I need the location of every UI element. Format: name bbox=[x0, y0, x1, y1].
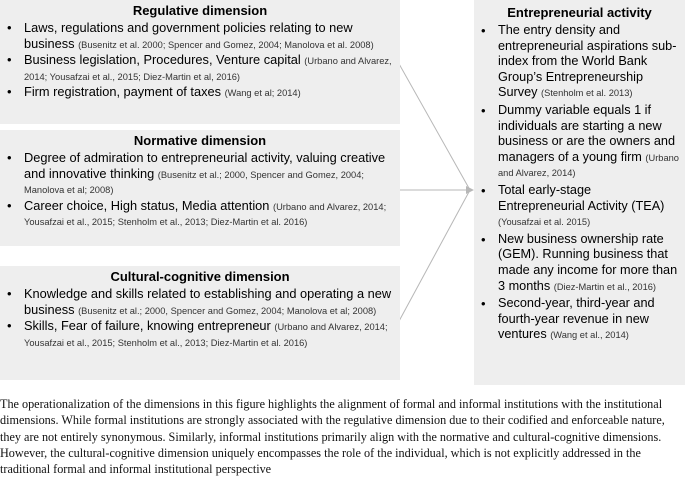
arrowhead bbox=[466, 186, 474, 194]
normative-list bbox=[6, 150, 394, 229]
list-item bbox=[6, 20, 394, 51]
item-text: Dummy variable equals 1 if individuals are starting a new business or are the owners and managers of a young firm bbox=[498, 102, 676, 164]
item-text: Laws, regulations and government policies relating to new business bbox=[24, 20, 353, 51]
item-text: Second-year, third-year and fourth-year revenue in new ventures bbox=[498, 296, 655, 342]
item-citation: (Busenitz et al.; 2000, Spencer and Gomez, 2004; Manolova et al; 2008) bbox=[24, 169, 364, 195]
cultural-list bbox=[6, 286, 394, 349]
list-item bbox=[480, 296, 679, 343]
list-item bbox=[480, 232, 679, 294]
list-item bbox=[480, 183, 679, 230]
normative-dimension-box bbox=[0, 130, 400, 246]
item-citation: (Urbano and Alvarez, 2014; Yousafzai et al., 2015; Stenholm et al., 2013; Diez-Martin et al. 2016) bbox=[24, 201, 387, 227]
regulative-list bbox=[6, 20, 394, 100]
item-citation: (Wang et al; 2014) bbox=[224, 88, 301, 98]
item-citation: (Diez-Martin et al., 2016) bbox=[553, 281, 657, 292]
item-text: New business ownership rate (GEM). Running business that made any income for more than 3 months bbox=[498, 231, 678, 293]
item-text: Career choice, High status, Media attention bbox=[24, 197, 273, 213]
item-citation: (Wang et al., 2014) bbox=[550, 330, 629, 341]
list-item bbox=[480, 23, 679, 101]
item-citation: (Busenitz et al.; 2000, Spencer and Gomez, 2004; Manolova et al; 2008) bbox=[78, 305, 377, 316]
connector-cultural bbox=[398, 190, 470, 323]
normative-title: Normative dimension bbox=[133, 133, 267, 148]
regulative-dimension-box bbox=[0, 0, 400, 124]
item-citation: (Urbano and Alvarez, 2014) bbox=[498, 152, 679, 179]
item-citation: (Yousafzai et al. 2015) bbox=[498, 217, 591, 228]
item-text: Total early-stage Entrepreneurial Activity (TEA) bbox=[498, 182, 665, 213]
regulative-title: Regulative dimension bbox=[132, 3, 268, 18]
item-citation: (Stenholm et al. 2013) bbox=[541, 88, 633, 99]
list-item bbox=[6, 150, 394, 197]
item-citation: (Urbano and Alvarez, 2014; Yousafzai et al., 2015; Diez-Martin et al, 2016) bbox=[24, 56, 392, 82]
entrepreneurial-list bbox=[480, 23, 679, 343]
cultural-cognitive-dimension-box bbox=[0, 266, 400, 380]
item-text: Firm registration, payment of taxes bbox=[24, 84, 225, 99]
cultural-title: Cultural-cognitive dimension bbox=[110, 269, 290, 284]
list-item bbox=[6, 318, 394, 349]
figure-caption: The operationalization of the dimensions in this figure highlights the alignment of formal and informal institutions with the institutional dimensions. While formal institutions are strongly associated with the regulative dimension due to their codified and enforceable nature, they are not entirely synonymous. Similarly, informal institutions primarily align with the normative and cultural-cognitive dimensions. However, the cultural-cognitive dimension uniquely encompasses the role of the individual, which is not explicitly addressed in the traditional formal and informal institutional perspective bbox=[0, 397, 665, 477]
list-item bbox=[6, 52, 394, 83]
list-item bbox=[480, 103, 679, 181]
connector-regulative bbox=[398, 62, 470, 190]
item-text: The entry density and entrepreneurial aspirations sub-index from the World Bank Group’s Entrepreneurship Survey bbox=[498, 23, 677, 100]
item-text: Knowledge and skills related to establishing and operating a new business bbox=[24, 286, 392, 317]
item-text: Skills, Fear of failure, knowing entrepreneur bbox=[24, 318, 275, 333]
entrepreneurial-activity-box bbox=[474, 0, 685, 385]
entrepreneurial-title: Entrepreneurial activity bbox=[507, 5, 652, 20]
item-text: Degree of admiration to entrepreneurial activity, valuing creative and innovative thinking bbox=[24, 150, 386, 181]
list-item bbox=[6, 84, 394, 100]
list-item bbox=[6, 286, 394, 317]
item-citation: (Urbano and Alvarez, 2014; Yousafzai et al., 2015; Stenholm et al., 2013; Diez-Martin et al. 2016) bbox=[24, 322, 388, 348]
list-item bbox=[6, 198, 394, 229]
item-text: Business legislation, Procedures, Venture capital bbox=[24, 52, 305, 67]
item-citation: (Busenitz et al. 2000; Spencer and Gomez, 2004; Manolova et al. 2008) bbox=[78, 39, 374, 50]
